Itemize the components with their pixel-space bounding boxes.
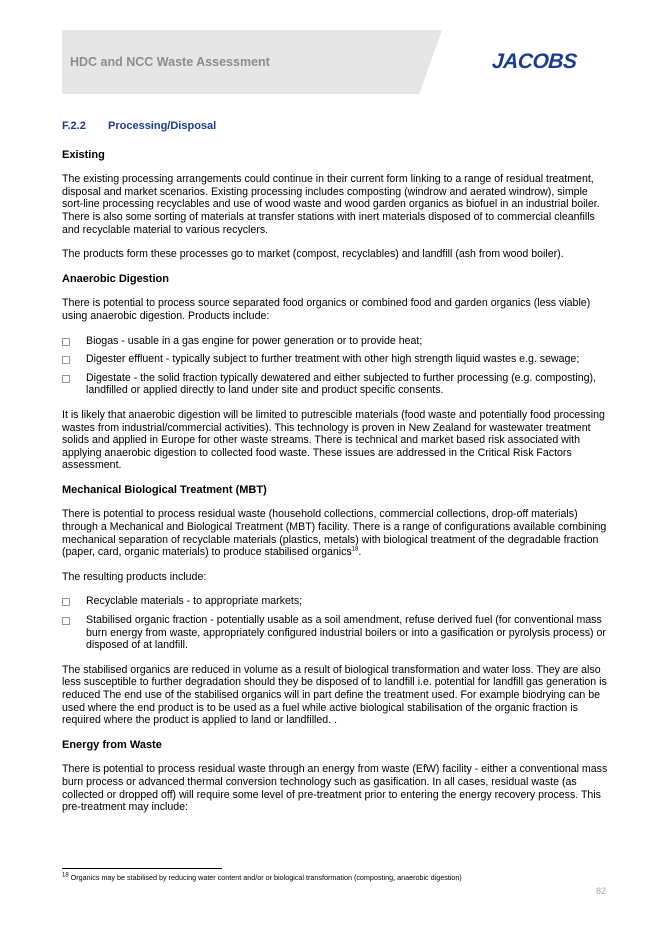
company-logo: JACOBS: [491, 50, 578, 73]
paragraph: The stabilised organics are reduced in volume as a result of biological transformation and water loss. They are also less susceptible to further degradation should they be disposed of to landfill i.e. potential for landfill gas generation is reduced The end use of the stabilised organics will in part define the treatment used. For example biodrying can be used where the end product is to be used as a fuel while active biological stabilisation of the organic fraction is required where the product is applied to land or landfilled. .: [62, 663, 607, 727]
bullet-box-icon: [62, 356, 70, 364]
heading-existing: Existing: [62, 148, 105, 161]
list-item: Stabilised organic fraction - potentially usable as a soil amendment, refuse derived fuel (for conventional mass burn energy from waste, appropriately configured industrial boilers or into a gasification or pyrolysis process) or disposed of at landfill.: [62, 614, 610, 652]
footnote-reference[interactable]: 18: [351, 546, 359, 553]
bullet-box-icon: [62, 598, 70, 606]
paragraph: The products form these processes go to market (compost, recyclables) and landfill (ash from wood boiler).: [62, 248, 564, 261]
page-body: [62, 120, 610, 826]
list-item: Digestate - the solid fraction typically dewatered and either subjected to further processing (e.g. composting), landfilled or applied directly to land under site and product specific consents.: [62, 372, 610, 397]
paragraph: The existing processing arrangements could continue in their current form linking to a range of residual treatment, disposal and market scenarios. Existing processing includes composting (windrow and aerated windrow), simple sort-line processing recyclables and use of wood waste and wood garden organics as biofuel in an industrial boiler. There is also some sorting of materials at transfer stations with inert materials disposed of to commercial cleanfills and recyclable material to various recyclers.: [62, 173, 600, 236]
bullet-box-icon: [62, 617, 70, 625]
footnote-marker: 18: [62, 872, 69, 879]
list-item: Recyclable materials - to appropriate markets;: [62, 595, 610, 608]
section-heading: [62, 120, 610, 133]
paragraph: There is potential to process source separated food organics or combined food and garden organics (less viable) using anaerobic digestion. Products include:: [62, 297, 591, 322]
bullet-box-icon: [62, 375, 70, 383]
page-number: 82: [596, 886, 607, 896]
footnote: [62, 873, 462, 882]
footnote-divider: [62, 868, 222, 869]
footnote-text: Organics may be stabilised by reducing water content and/or or biological transformation (composting, anaerobic digestion): [68, 873, 462, 882]
list-item: Biogas - usable in a gas engine for power generation or to provide heat;: [62, 335, 610, 348]
bullet-list: [62, 595, 610, 651]
heading-mbt: Mechanical Biological Treatment (MBT): [62, 483, 267, 496]
paragraph: It is likely that anaerobic digestion will be limited to putrescible materials (food waste and potentially food processing wastes from industrial/commercial activities). This technology is proven in New Zealand for wastewater treatment solids and applied in Europe for other waste streams. There is technical and market based risk associated with applying anaerobic digestion to collected food waste. These issues are addressed in the Critical Risk Factors assessment.: [62, 408, 605, 472]
heading-anaerobic-digestion: Anaerobic Digestion: [62, 272, 169, 285]
bullet-list: [62, 335, 610, 397]
paragraph: There is potential to process residual waste (household collections, commercial collections, drop-off materials) through a Mechanical and Biological Treatment (MBT) facility. There is a range of configurations available combining mechanical separation of recyclable materials (plastics, metals) with biological treatment of the degradable fraction (paper, card, organic materials) to produce stabilised organics$^{18}$.: [62, 508, 607, 559]
section-title: Processing/Disposal: [108, 120, 217, 132]
bullet-box-icon: [62, 338, 70, 346]
paragraph: There is potential to process residual waste through an energy from waste (EfW) facility - either a conventional mass burn process or advanced thermal conversion technology such as gasification. In all cases, residual waste (as collected or dropped off) will require some level of pre-treatment prior to entering the energy recovery process. This pre-treatment may include:: [62, 763, 608, 814]
section-number: F.2.2: [62, 120, 86, 132]
list-item: Digester effluent - typically subject to further treatment with other high strength liquid wastes e.g. sewage;: [62, 353, 610, 366]
heading-energy-from-waste: Energy from Waste: [62, 738, 162, 751]
document-title: HDC and NCC Waste Assessment: [70, 55, 270, 69]
paragraph: The resulting products include:: [62, 570, 207, 583]
